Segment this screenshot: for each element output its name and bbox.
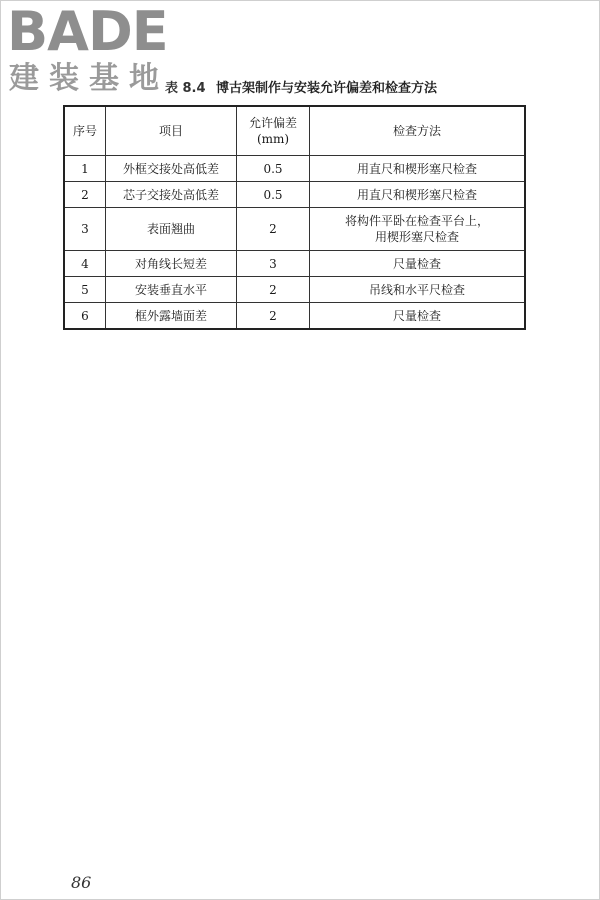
cell-item: 表面翘曲 [106, 208, 237, 251]
table-caption [61, 77, 541, 96]
cell-no: 1 [64, 156, 106, 182]
cell-item: 对角线长短差 [106, 251, 237, 277]
table-row [64, 251, 525, 277]
cell-deviation: 2 [237, 303, 310, 330]
table-row [64, 208, 525, 251]
table-title: 博古架制作与安装允许偏差和检查方法 [216, 81, 438, 96]
page-number: 86 [71, 873, 92, 892]
cell-item: 外框交接处高低差 [106, 156, 237, 182]
cell-item: 框外露墙面差 [106, 303, 237, 330]
cell-no: 5 [64, 277, 106, 303]
header-seq: 序号 [64, 106, 106, 156]
cell-method: 尺量检查 [310, 303, 526, 330]
cell-item: 安装垂直水平 [106, 277, 237, 303]
table-row [64, 182, 525, 208]
cell-method: 尺量检查 [310, 251, 526, 277]
table-row [64, 156, 525, 182]
cell-deviation: 3 [237, 251, 310, 277]
cell-deviation: 2 [237, 208, 310, 251]
cell-method: 用直尺和楔形塞尺检查 [310, 156, 526, 182]
cell-deviation: 2 [237, 277, 310, 303]
table-number: 表 8.4 [164, 81, 206, 96]
deviation-table [63, 105, 526, 330]
logo-wordmark: BADE [7, 0, 168, 63]
table-row [64, 277, 525, 303]
header-deviation: 允许偏差 (mm) [237, 106, 310, 156]
table-row [64, 303, 525, 330]
cell-method: 将构件平卧在检查平台上， 用楔形塞尺检查 [310, 208, 526, 251]
cell-deviation: 0.5 [237, 182, 310, 208]
cell-method: 吊线和水平尺检查 [310, 277, 526, 303]
cell-deviation: 0.5 [237, 156, 310, 182]
logo-subtitle: 建装基地 [9, 61, 169, 96]
table-header-row [64, 106, 525, 156]
cell-method: 用直尺和楔形塞尺检查 [310, 182, 526, 208]
cell-no: 2 [64, 182, 106, 208]
cell-no: 3 [64, 208, 106, 251]
header-item: 项目 [106, 106, 237, 156]
cell-item: 芯子交接处高低差 [106, 182, 237, 208]
header-method: 检查方法 [310, 106, 526, 156]
cell-no: 4 [64, 251, 106, 277]
cell-no: 6 [64, 303, 106, 330]
